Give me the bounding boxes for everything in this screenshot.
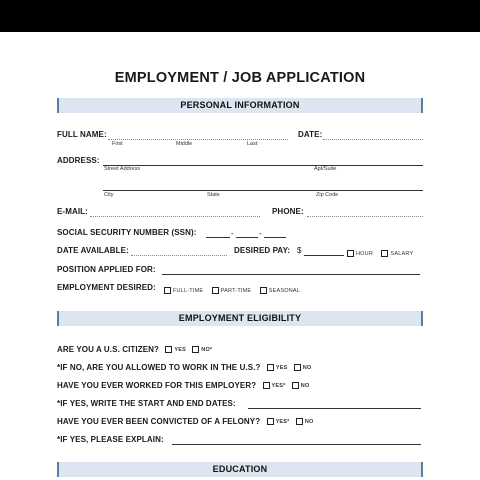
full-name-field[interactable] — [108, 139, 288, 140]
position-applied-label: POSITION APPLIED FOR: — [57, 265, 156, 274]
city-caption: City — [104, 192, 114, 198]
city-state-zip-field[interactable] — [103, 190, 423, 191]
ssn-label: SOCIAL SECURITY NUMBER (SSN): — [57, 228, 197, 237]
position-applied-field[interactable] — [162, 274, 420, 275]
section-header-personal-information: PERSONAL INFORMATION — [57, 98, 423, 113]
ssn-field-part-1[interactable] — [206, 237, 230, 238]
name-middle-caption: Middle — [176, 141, 193, 147]
hour-checkbox[interactable] — [347, 250, 354, 257]
date-label: DATE: — [298, 130, 323, 139]
ssn-field-part-3[interactable] — [264, 237, 286, 238]
worked-before-no-option[interactable]: NO — [288, 381, 310, 390]
name-last-caption: Last — [247, 141, 258, 147]
felony-explain-label: *IF YES, PLEASE EXPLAIN: — [57, 435, 164, 444]
felony-no-option[interactable]: NO — [292, 417, 314, 426]
full-time-option[interactable]: FULL-TIME — [160, 282, 203, 300]
employment-desired-options — [160, 282, 300, 300]
form-title: EMPLOYMENT / JOB APPLICATION — [114, 70, 366, 86]
us-citizen-no-checkbox[interactable] — [192, 346, 199, 353]
felony-explain-field[interactable] — [172, 444, 421, 445]
start-end-dates-label: *IF YES, WRITE THE START AND END DATES: — [57, 399, 236, 408]
ssn-field-part-2[interactable] — [236, 237, 258, 238]
part-time-option[interactable]: PART-TIME — [208, 282, 252, 300]
felony-question: HAVE YOU EVER BEEN CONVICTED OF A FELONY? YES* NO — [57, 417, 314, 426]
worked-before-question: HAVE YOU EVER WORKED FOR THIS EMPLOYER? YES* NO — [57, 381, 310, 390]
seasonal-option[interactable]: SEASONAL — [256, 282, 300, 300]
date-available-label: DATE AVAILABLE: — [57, 246, 129, 255]
salary-checkbox[interactable] — [381, 250, 388, 257]
ssn-separator-1: - — [231, 229, 234, 238]
email-label: E-MAIL: — [57, 207, 88, 216]
zip-code-caption: Zip Code — [316, 192, 339, 198]
street-address-field[interactable] — [103, 165, 423, 166]
allowed-to-work-yes-checkbox[interactable] — [267, 364, 274, 371]
worked-before-yes-option[interactable]: YES* — [259, 381, 286, 390]
part-time-checkbox[interactable] — [212, 287, 219, 294]
felony-yes-checkbox[interactable] — [267, 418, 274, 425]
allowed-to-work-no-checkbox[interactable] — [294, 364, 301, 371]
apt-suite-caption: Apt/Suite — [314, 166, 337, 172]
currency-symbol: $ — [297, 246, 302, 255]
desired-pay-field[interactable] — [304, 255, 344, 256]
start-end-dates-field[interactable] — [248, 408, 421, 409]
full-name-label: FULL NAME: — [57, 130, 107, 139]
felony-yes-option[interactable]: YES* — [263, 417, 290, 426]
state-caption: State — [207, 192, 220, 198]
allowed-to-work-question: *IF NO, ARE YOU ALLOWED TO WORK IN THE U.S.? YES NO — [57, 363, 312, 372]
seasonal-checkbox[interactable] — [260, 287, 267, 294]
us-citizen-yes-checkbox[interactable] — [165, 346, 172, 353]
pay-type-options — [343, 245, 413, 263]
email-field[interactable] — [90, 216, 260, 217]
name-first-caption: First — [112, 141, 123, 147]
felony-no-checkbox[interactable] — [296, 418, 303, 425]
date-available-field[interactable] — [131, 255, 227, 256]
phone-label: PHONE: — [272, 207, 304, 216]
us-citizen-no-option[interactable]: NO* — [188, 345, 212, 354]
phone-field[interactable] — [307, 216, 423, 217]
employment-desired-label: EMPLOYMENT DESIRED: — [57, 283, 156, 292]
us-citizen-question: ARE YOU A U.S. CITIZEN? YES NO* — [57, 345, 213, 354]
desired-pay-label: DESIRED PAY: — [234, 246, 291, 255]
address-label: ADDRESS: — [57, 156, 100, 165]
pay-salary-option[interactable]: SALARY — [377, 245, 413, 263]
date-field[interactable] — [323, 139, 423, 140]
street-address-caption: Street Address — [104, 166, 141, 172]
top-black-bar — [0, 0, 480, 32]
full-time-checkbox[interactable] — [164, 287, 171, 294]
worked-before-yes-checkbox[interactable] — [263, 382, 270, 389]
allowed-to-work-no-option[interactable]: NO — [290, 363, 312, 372]
pay-hour-option[interactable]: HOUR — [343, 245, 373, 263]
us-citizen-yes-option[interactable]: YES — [161, 345, 186, 354]
ssn-separator-2: - — [259, 229, 262, 238]
section-header-education: EDUCATION — [57, 462, 423, 477]
worked-before-no-checkbox[interactable] — [292, 382, 299, 389]
allowed-to-work-yes-option[interactable]: YES — [263, 363, 288, 372]
section-header-employment-eligibility: EMPLOYMENT ELIGIBILITY — [57, 311, 423, 326]
